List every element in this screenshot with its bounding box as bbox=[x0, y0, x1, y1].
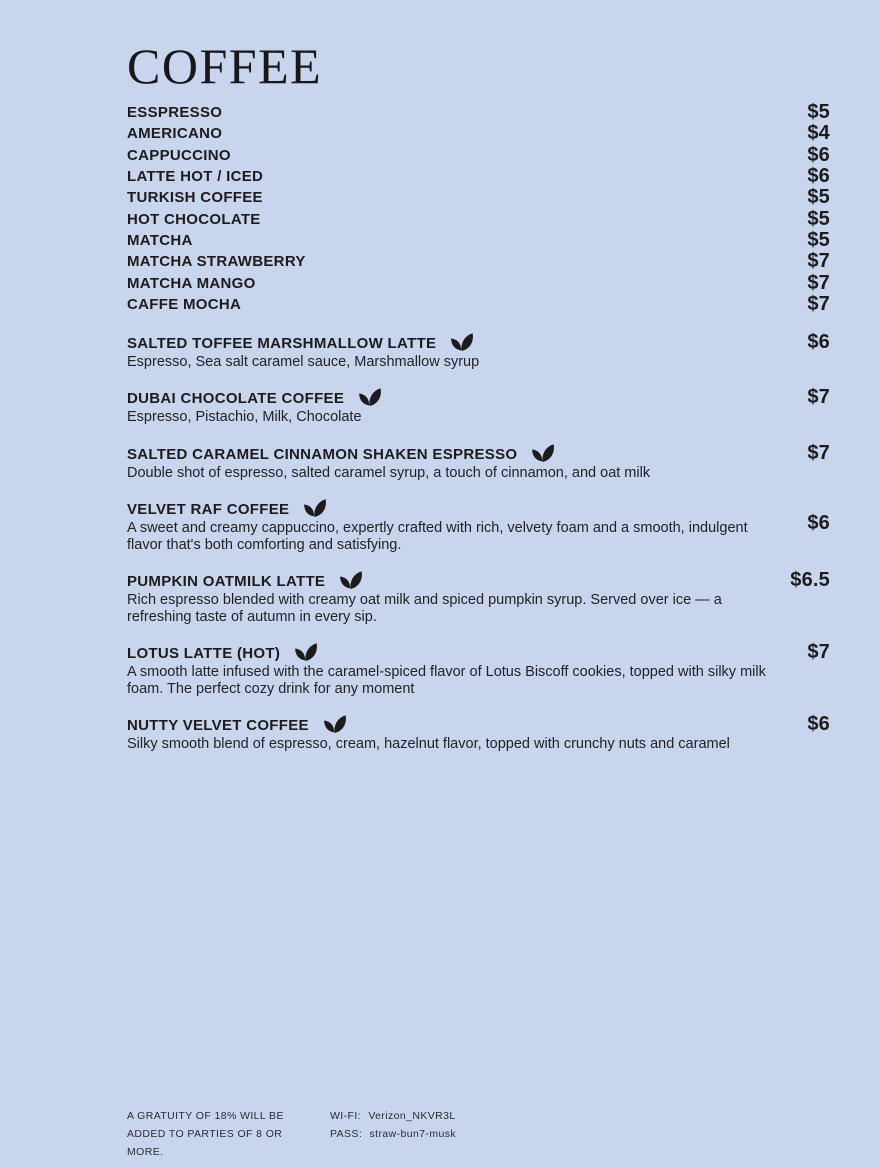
menu-item-row bbox=[127, 294, 830, 315]
special-item bbox=[127, 713, 830, 753]
menu-item-name: ESSPRESSO bbox=[127, 104, 223, 122]
wifi-info bbox=[330, 1107, 456, 1161]
leaf-icon bbox=[449, 331, 474, 352]
special-item bbox=[127, 386, 830, 426]
menu-item-price: $7 bbox=[807, 292, 830, 315]
menu-item-row bbox=[127, 123, 830, 144]
special-title-row bbox=[127, 386, 382, 407]
menu-item-price: $6 bbox=[807, 165, 830, 188]
menu-item-price: $7 bbox=[807, 271, 830, 294]
menu-item-name: LATTE HOT / ICED bbox=[127, 168, 264, 186]
menu-item-row bbox=[127, 251, 830, 272]
special-item-description: A sweet and creamy cappuccino, expertly crafted with rich, velvety foam and a smooth, indulgent flavor that's both comforting and satisfying. bbox=[127, 520, 748, 553]
special-item-price: $6 bbox=[807, 512, 830, 535]
special-item-name: SALTED TOFFEE MARSHMALLOW LATTE bbox=[127, 334, 437, 352]
special-item-main bbox=[127, 497, 779, 553]
leaf-icon bbox=[322, 713, 347, 734]
special-item-main bbox=[127, 569, 779, 625]
special-item-description: Espresso, Sea salt caramel sauce, Marshmallow syrup bbox=[127, 353, 480, 370]
special-title-row bbox=[127, 497, 779, 518]
menu-item-name: MATCHA MANGO bbox=[127, 274, 256, 292]
special-item-price: $7 bbox=[807, 641, 830, 664]
simple-items-list bbox=[127, 102, 830, 315]
special-item-price: $6.5 bbox=[790, 569, 830, 592]
menu-item-name: CAPPUCCINO bbox=[127, 146, 231, 164]
menu-item-name: CAFFE MOCHA bbox=[127, 295, 242, 313]
specials-list bbox=[127, 331, 830, 753]
menu-item-price: $5 bbox=[807, 101, 830, 124]
password-label: PASS: bbox=[330, 1128, 363, 1140]
special-item-price: $7 bbox=[807, 386, 830, 409]
menu-item-row bbox=[127, 208, 830, 229]
password-value: straw-bun7-musk bbox=[369, 1128, 457, 1140]
wifi-label: WI-FI: bbox=[330, 1110, 361, 1122]
special-title-row bbox=[127, 641, 779, 662]
leaf-icon bbox=[293, 641, 318, 662]
menu-item-price: $5 bbox=[807, 186, 830, 209]
special-item-name: LOTUS LATTE (HOT) bbox=[127, 645, 281, 663]
special-item bbox=[127, 497, 830, 553]
special-item-name: VELVET RAF COFFEE bbox=[127, 501, 290, 519]
special-item bbox=[127, 641, 830, 697]
special-item-description: A smooth latte infused with the caramel-spiced flavor of Lotus Biscoff cookies, topped with silky milk foam. The perfect cozy drink for any moment bbox=[127, 664, 766, 697]
menu-item-row bbox=[127, 272, 830, 293]
special-item-description: Rich espresso blended with creamy oat milk and spiced pumpkin syrup. Served over ice — a refreshing taste of autumn in every sip. bbox=[127, 592, 722, 625]
special-item-name: SALTED CARAMEL CINNAMON SHAKEN ESPRESSO bbox=[127, 445, 518, 463]
special-item bbox=[127, 569, 830, 625]
special-item-price: $6 bbox=[807, 330, 830, 353]
special-item-description: Silky smooth blend of espresso, cream, hazelnut flavor, topped with crunchy nuts and caramel bbox=[127, 736, 730, 753]
leaf-icon bbox=[338, 569, 363, 590]
special-item-name: PUMPKIN OATMILK LATTE bbox=[127, 573, 326, 591]
special-item-main bbox=[127, 713, 730, 753]
menu-item-price: $6 bbox=[807, 143, 830, 166]
wifi-network: Verizon_NKVR3L bbox=[368, 1110, 456, 1122]
menu-item-name: MATCHA bbox=[127, 231, 193, 249]
menu-item-name: MATCHA STRAWBERRY bbox=[127, 253, 306, 271]
special-item-name: DUBAI CHOCOLATE COFFEE bbox=[127, 390, 345, 408]
page-title: COFFEE bbox=[127, 38, 323, 94]
menu-item-name: AMERICANO bbox=[127, 125, 223, 143]
special-title-row bbox=[127, 713, 730, 734]
leaf-icon bbox=[530, 442, 555, 463]
special-item-main bbox=[127, 641, 779, 697]
menu-item-row bbox=[127, 187, 830, 208]
leaf-icon bbox=[302, 497, 327, 518]
special-title-row bbox=[127, 442, 650, 463]
menu-item-price: $5 bbox=[807, 228, 830, 251]
special-item-description: Espresso, Pistachio, Milk, Chocolate bbox=[127, 409, 362, 426]
menu-item-name: HOT CHOCOLATE bbox=[127, 210, 261, 228]
leaf-icon bbox=[357, 386, 382, 407]
special-item-main bbox=[127, 386, 382, 426]
special-title-row bbox=[127, 331, 479, 352]
special-item-price: $6 bbox=[807, 713, 830, 736]
special-item bbox=[127, 331, 830, 371]
special-item-description: Double shot of espresso, salted caramel syrup, a touch of cinnamon, and oat milk bbox=[127, 464, 651, 481]
special-item-main bbox=[127, 442, 650, 482]
menu-item-row bbox=[127, 166, 830, 187]
menu-item-name: TURKISH COFFEE bbox=[127, 189, 263, 207]
menu-item-price: $7 bbox=[807, 250, 830, 273]
password-line bbox=[330, 1125, 456, 1143]
menu-item-price: $4 bbox=[807, 122, 830, 145]
special-item-name: NUTTY VELVET COFFEE bbox=[127, 717, 309, 735]
menu-item-row bbox=[127, 145, 830, 166]
menu-item-row bbox=[127, 102, 830, 123]
special-item bbox=[127, 442, 830, 482]
special-item-main bbox=[127, 331, 479, 371]
footer bbox=[127, 1107, 456, 1161]
menu-item-price: $5 bbox=[807, 207, 830, 230]
gratuity-note: A GRATUITY OF 18% WILL BE ADDED TO PARTIES OF 8 OR MORE. bbox=[127, 1110, 284, 1158]
special-item-price: $7 bbox=[807, 441, 830, 464]
wifi-line bbox=[330, 1107, 456, 1125]
special-title-row bbox=[127, 569, 779, 590]
menu-item-row bbox=[127, 230, 830, 251]
